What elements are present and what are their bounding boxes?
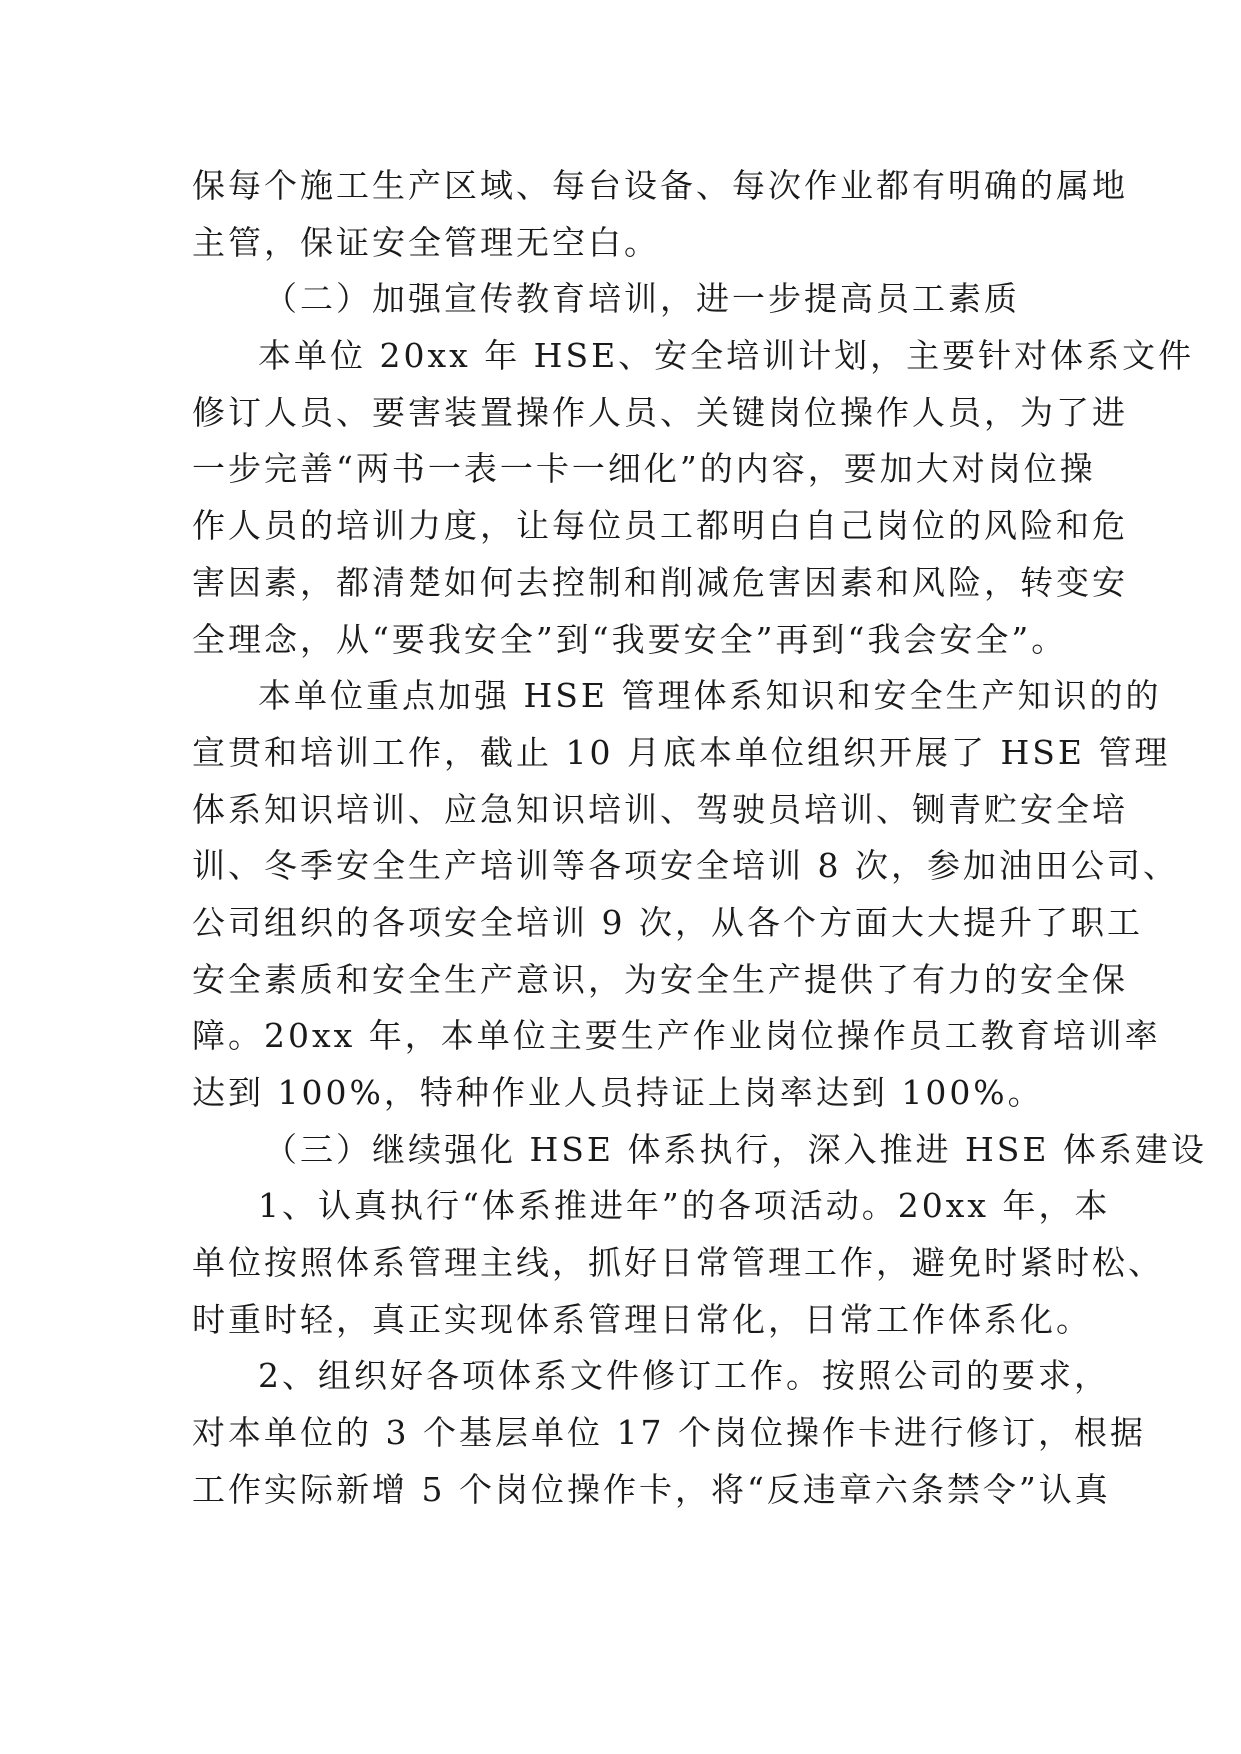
body-line: 障。20xx 年，本单位主要生产作业岗位操作员工教育培训率 xyxy=(192,1016,1161,1056)
body-line: 宣贯和培训工作，截止 10 月底本单位组织开展了 HSE 管理 xyxy=(192,732,1171,772)
body-line: 全理念，从“要我安全”到“我要安全”再到“我会安全”。 xyxy=(192,619,1068,659)
body-line: 修订人员、要害装置操作人员、关键岗位操作人员，为了进 xyxy=(192,392,1128,432)
body-line: 害因素，都清楚如何去控制和削减危害因素和风险，转变安 xyxy=(192,562,1128,602)
body-line: 作人员的培训力度，让每位员工都明白自己岗位的风险和危 xyxy=(192,506,1128,546)
body-line: 训、冬季安全生产培训等各项安全培训 8 次，参加油田公司、 xyxy=(192,846,1179,886)
body-line: 一步完善“两书一表一卡一细化”的内容，要加大对岗位操 xyxy=(192,449,1096,489)
body-line: 体系知识培训、应急知识培训、驾驶员培训、铡青贮安全培 xyxy=(192,789,1128,829)
body-line: 1、认真执行“体系推进年”的各项活动。20xx 年，本 xyxy=(258,1186,1111,1226)
body-line: 保每个施工生产区域、每台设备、每次作业都有明确的属地 xyxy=(192,166,1128,205)
body-line: 工作实际新增 5 个岗位操作卡，将“反违章六条禁令”认真 xyxy=(192,1469,1111,1509)
body-line: 本单位 20xx 年 HSE、安全培训计划，主要针对体系文件 xyxy=(258,336,1195,376)
document-body xyxy=(192,158,1207,1519)
section-heading: （二）加强宣传教育培训，进一步提高员工素质 xyxy=(264,279,1020,319)
body-line: 主管，保证安全管理无空白。 xyxy=(192,222,660,262)
body-line: 公司组织的各项安全培训 9 次，从各个方面大大提升了职工 xyxy=(192,902,1143,942)
body-line: 安全素质和安全生产意识，为安全生产提供了有力的安全保 xyxy=(192,959,1128,999)
body-line: 对本单位的 3 个基层单位 17 个岗位操作卡进行修订，根据 xyxy=(192,1413,1146,1453)
body-line: 达到 100%，特种作业人员持证上岗率达到 100%。 xyxy=(192,1073,1044,1112)
body-line: 单位按照体系管理主线，抓好日常管理工作，避免时紧时松、 xyxy=(192,1243,1164,1283)
body-line: 本单位重点加强 HSE 管理体系知识和安全生产知识的的 xyxy=(258,676,1162,716)
section-heading: （三）继续强化 HSE 体系执行，深入推进 HSE 体系建设 xyxy=(264,1129,1207,1169)
body-line: 2、组织好各项体系文件修订工作。按照公司的要求， xyxy=(258,1356,1110,1396)
body-line: 时重时轻，真正实现体系管理日常化，日常工作体系化。 xyxy=(192,1299,1092,1339)
